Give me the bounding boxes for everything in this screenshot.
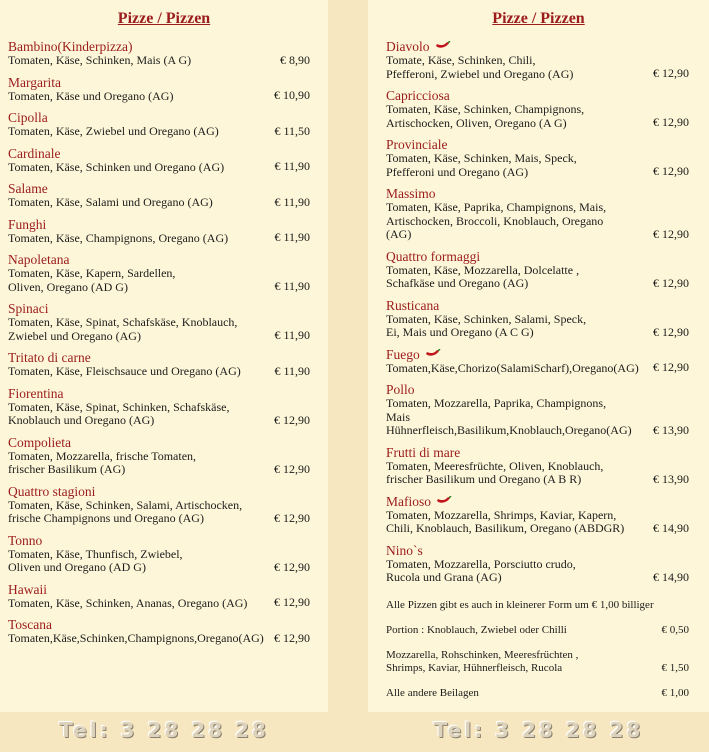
pizza-name-text: Massimo (386, 186, 436, 201)
pizza-name (386, 138, 689, 152)
menu-item (0, 40, 328, 68)
pizza-ingredients: Tomaten, Meeresfrüchte, Oliven, Knoblauch, frischer Basilikum und Oregano (A B R) (386, 458, 604, 486)
pizza-name (8, 253, 320, 267)
pizza-price: € 8,90 (280, 52, 310, 67)
menu-item (368, 383, 709, 438)
pizza-price: € 14,90 (653, 520, 689, 535)
pizza-name-text: Cipolla (8, 110, 48, 125)
pizza-name (8, 485, 320, 499)
chili-pepper-icon (425, 348, 441, 362)
pizza-ingredients: Tomaten, Käse, Spinat, Schafskäse, Knoblauch, Zwiebel und Oregano (AG) (8, 315, 238, 343)
pizza-name (8, 147, 320, 161)
left-column-title: Pizze / Pizzen (117, 10, 211, 27)
menu-item (0, 76, 328, 104)
left-items-list (0, 40, 328, 646)
pizza-name (8, 218, 320, 232)
pizza-ingredients: Tomaten, Käse, Fleischsauce und Oregano (AG) (8, 364, 241, 378)
pizza-name-text: Toscana (8, 617, 53, 632)
pizza-name (8, 182, 320, 196)
right-menu-column (368, 0, 709, 712)
pizza-price: € 12,90 (274, 630, 310, 645)
menu-item (0, 147, 328, 175)
pizza-name (8, 436, 320, 450)
menu-item (368, 250, 709, 291)
pizza-name (386, 250, 689, 264)
note-text: Alle Pizzen gibt es auch in kleinerer Form um € 1,00 billiger (386, 598, 654, 611)
pizza-ingredients: Tomaten, Käse, Thunfisch, Zwiebel, Oliven und Oregano (AD G) (8, 546, 183, 574)
pizza-price: € 14,90 (653, 569, 689, 584)
pizza-ingredients: Tomaten, Mozzarella, Paprika, Champignons, Mais Hühnerfleisch,Basilikum,Knoblauch,Oregano(AG) (386, 396, 632, 437)
pizza-name-text: Provinciale (386, 137, 448, 152)
pizza-name (8, 111, 320, 125)
pizza-ingredients: Tomaten, Käse, Schinken, Mais (A G) (8, 53, 192, 67)
pizza-ingredients: Tomaten, Käse, Kapern, Sardellen, Oliven, Oregano (AD G) (8, 266, 176, 294)
pizza-ingredients: Tomaten, Käse, Zwiebel und Oregano (AG) (8, 124, 219, 138)
pizza-name-text: Tonno (8, 532, 43, 548)
left-menu-column (0, 0, 328, 712)
pizza-price: € 13,90 (653, 471, 689, 486)
pizza-name (386, 495, 689, 509)
pizza-price: € 11,90 (274, 328, 310, 342)
pizza-name (386, 383, 689, 397)
pizza-name (386, 299, 689, 313)
pizza-name-text: Fuego (386, 346, 420, 362)
pizza-name-text: Frutti di mare (386, 444, 461, 460)
pizza-ingredients: Tomaten, Käse, Schinken und Oregano (AG) (8, 159, 225, 174)
pizza-price: € 11,90 (274, 230, 310, 244)
pizza-ingredients: Tomaten, Käse, Mozzarella, Dolcelatte , Schafkäse und Oregano (AG) (386, 262, 580, 290)
menu-item (0, 436, 328, 477)
pizza-name-text: Margarita (8, 74, 61, 90)
pizza-price: € 11,90 (274, 363, 310, 378)
pizza-price: € 12,90 (274, 461, 310, 476)
menu-item (368, 299, 709, 340)
menu-item (368, 544, 709, 585)
menu-item (0, 253, 328, 294)
menu-item (0, 111, 328, 139)
note-price: € 1,50 (661, 661, 689, 674)
pizza-price: € 11,50 (274, 123, 310, 138)
menu-item (368, 348, 709, 376)
pizza-price: € 12,90 (274, 595, 310, 609)
menu-item (0, 182, 328, 210)
pizza-ingredients: Tomaten, Mozzarella, Porsciutto crudo, Rucola und Grana (AG) (386, 556, 576, 584)
right-notes-list (368, 599, 709, 700)
pizza-name-text: Fiorentina (8, 385, 64, 401)
pizza-ingredients: Tomaten, Käse, Salami und Oregano (AG) (8, 195, 213, 209)
pizza-name-text: Quattro formaggi (386, 248, 481, 264)
pizza-ingredients: Tomaten, Käse, Schinken, Ananas, Oregano (AG) (8, 595, 248, 610)
pizza-ingredients: Tomaten, Käse, Paprika, Champignons, Mais, Artischocken, Broccoli, Knoblauch, Oregano (AG) (386, 200, 607, 241)
menu-item (0, 218, 328, 246)
pizza-name-text: Nino`s (386, 542, 423, 558)
pizza-name (386, 544, 689, 558)
pizza-name (386, 446, 689, 460)
menu-item (0, 302, 328, 343)
pizza-price: € 12,90 (274, 559, 310, 574)
note-text: Portion : Knoblauch, Zwiebel oder Chilli (386, 623, 567, 636)
menu-item (0, 583, 328, 611)
pizza-name (386, 348, 689, 362)
pizza-name-text: Hawaii (8, 581, 47, 597)
pizza-name-text: Quattro stagioni (8, 483, 96, 499)
pizza-name-text: Pollo (386, 382, 415, 397)
pizza-price: € 12,90 (653, 226, 689, 241)
pizza-name (386, 40, 689, 54)
pizza-name-text: Napoletana (8, 252, 70, 267)
pizza-price: € 12,90 (653, 324, 689, 339)
pizza-ingredients: Tomaten, Mozzarella, frische Tomaten, frischer Basilikum (AG) (8, 448, 197, 476)
pizza-name-text: Compolieta (8, 434, 71, 450)
pizza-price: € 11,90 (274, 159, 310, 173)
pizza-name (8, 40, 320, 54)
menu-item (368, 187, 709, 242)
right-items-list (368, 40, 709, 585)
right-telephone: Tel: 3 28 28 28 (433, 718, 644, 742)
pizza-ingredients: Tomaten, Käse, Champignons, Oregano (AG) (8, 230, 229, 245)
pizza-ingredients: Tomaten, Käse, Schinken, Champignons, Artischocken, Oliven, Oregano (A G) (386, 102, 585, 130)
pizza-ingredients: Tomaten, Käse, Spinat, Schinken, Schafskäse, Knoblauch und Oregano (AG) (8, 399, 230, 427)
pizza-price: € 12,90 (653, 275, 689, 290)
note-text: Mozzarella, Rohschinken, Meeresfrüchten , Shrimps, Kaviar, Hühnerfleisch, Rucola (386, 648, 579, 674)
pizza-name (386, 187, 689, 201)
pizza-name-text: Bambino(Kinderpizza) (8, 39, 133, 54)
menu-item (368, 446, 709, 487)
menu-note (368, 649, 709, 675)
menu-item (368, 138, 709, 179)
menu-note (368, 687, 709, 700)
menu-item (0, 485, 328, 526)
note-text: Alle andere Beilagen (386, 686, 479, 699)
pizza-ingredients: Tomaten, Käse, Schinken, Salami, Speck, Ei, Mais und Oregano (A C G) (386, 311, 587, 339)
pizza-name (8, 302, 320, 316)
pizza-price: € 13,90 (653, 422, 689, 437)
pizza-ingredients: Tomaten, Mozzarella, Shrimps, Kaviar, Kapern, Chili, Knoblauch, Basilikum, Oregano (ABDGR) (386, 507, 625, 535)
pizza-name-text: Spinaci (8, 301, 49, 316)
pizza-name-text: Capricciosa (386, 88, 450, 103)
pizza-price: € 11,90 (274, 279, 310, 293)
pizza-name-text: Funghi (8, 216, 47, 232)
menu-item (0, 351, 328, 379)
pizza-name (8, 534, 320, 548)
pizza-name-text: Salame (8, 181, 48, 196)
menu-item (368, 40, 709, 81)
pizza-name-text: Cardinale (8, 145, 61, 161)
pizza-price: € 12,90 (274, 510, 310, 525)
chili-pepper-icon (435, 40, 451, 54)
menu-item (0, 387, 328, 428)
pizza-name (386, 89, 689, 103)
menu-item (368, 495, 709, 536)
left-telephone: Tel: 3 28 28 28 (59, 718, 269, 742)
menu-item (0, 618, 328, 646)
pizza-price: € 12,90 (274, 412, 310, 427)
note-price: € 0,50 (661, 623, 689, 636)
right-column-title: Pizze / Pizzen (492, 10, 585, 27)
pizza-name-text: Tritato di carne (8, 350, 91, 365)
pizza-ingredients: Tomaten,Käse,Chorizo(SalamiScharf),Oregano(AG) (386, 360, 639, 375)
note-price: € 1,00 (661, 686, 689, 699)
menu-item (0, 534, 328, 575)
pizza-name-text: Mafioso (386, 493, 431, 509)
menu-item (368, 89, 709, 130)
pizza-name-text: Rusticana (386, 297, 440, 313)
menu-note (368, 624, 709, 637)
pizza-ingredients: Tomate, Käse, Schinken, Chili, Pfefferoni, Zwiebel und Oregano (AG) (386, 53, 574, 81)
pizza-name (8, 351, 320, 365)
pizza-price: € 12,90 (653, 164, 689, 178)
pizza-price: € 12,90 (653, 115, 689, 129)
pizza-ingredients: Tomaten, Käse, Schinken, Salami, Artischocken, frische Champignons und Oregano (AG) (8, 497, 243, 525)
chili-pepper-icon (436, 495, 452, 509)
pizza-name-text: Diavolo (386, 39, 430, 54)
pizza-ingredients: Tomaten, Käse und Oregano (AG) (8, 88, 174, 103)
menu-note (368, 599, 709, 612)
pizza-ingredients: Tomaten,Käse,Schinken,Champignons,Oregano(AG) (8, 631, 264, 645)
pizza-ingredients: Tomaten, Käse, Schinken, Mais, Speck, Pfefferoni und Oregano (AG) (386, 151, 577, 179)
pizza-name (8, 387, 320, 401)
pizza-price: € 12,90 (653, 66, 689, 80)
pizza-price: € 10,90 (274, 88, 310, 102)
pizza-price: € 11,90 (274, 194, 310, 209)
pizza-price: € 12,90 (653, 360, 689, 374)
